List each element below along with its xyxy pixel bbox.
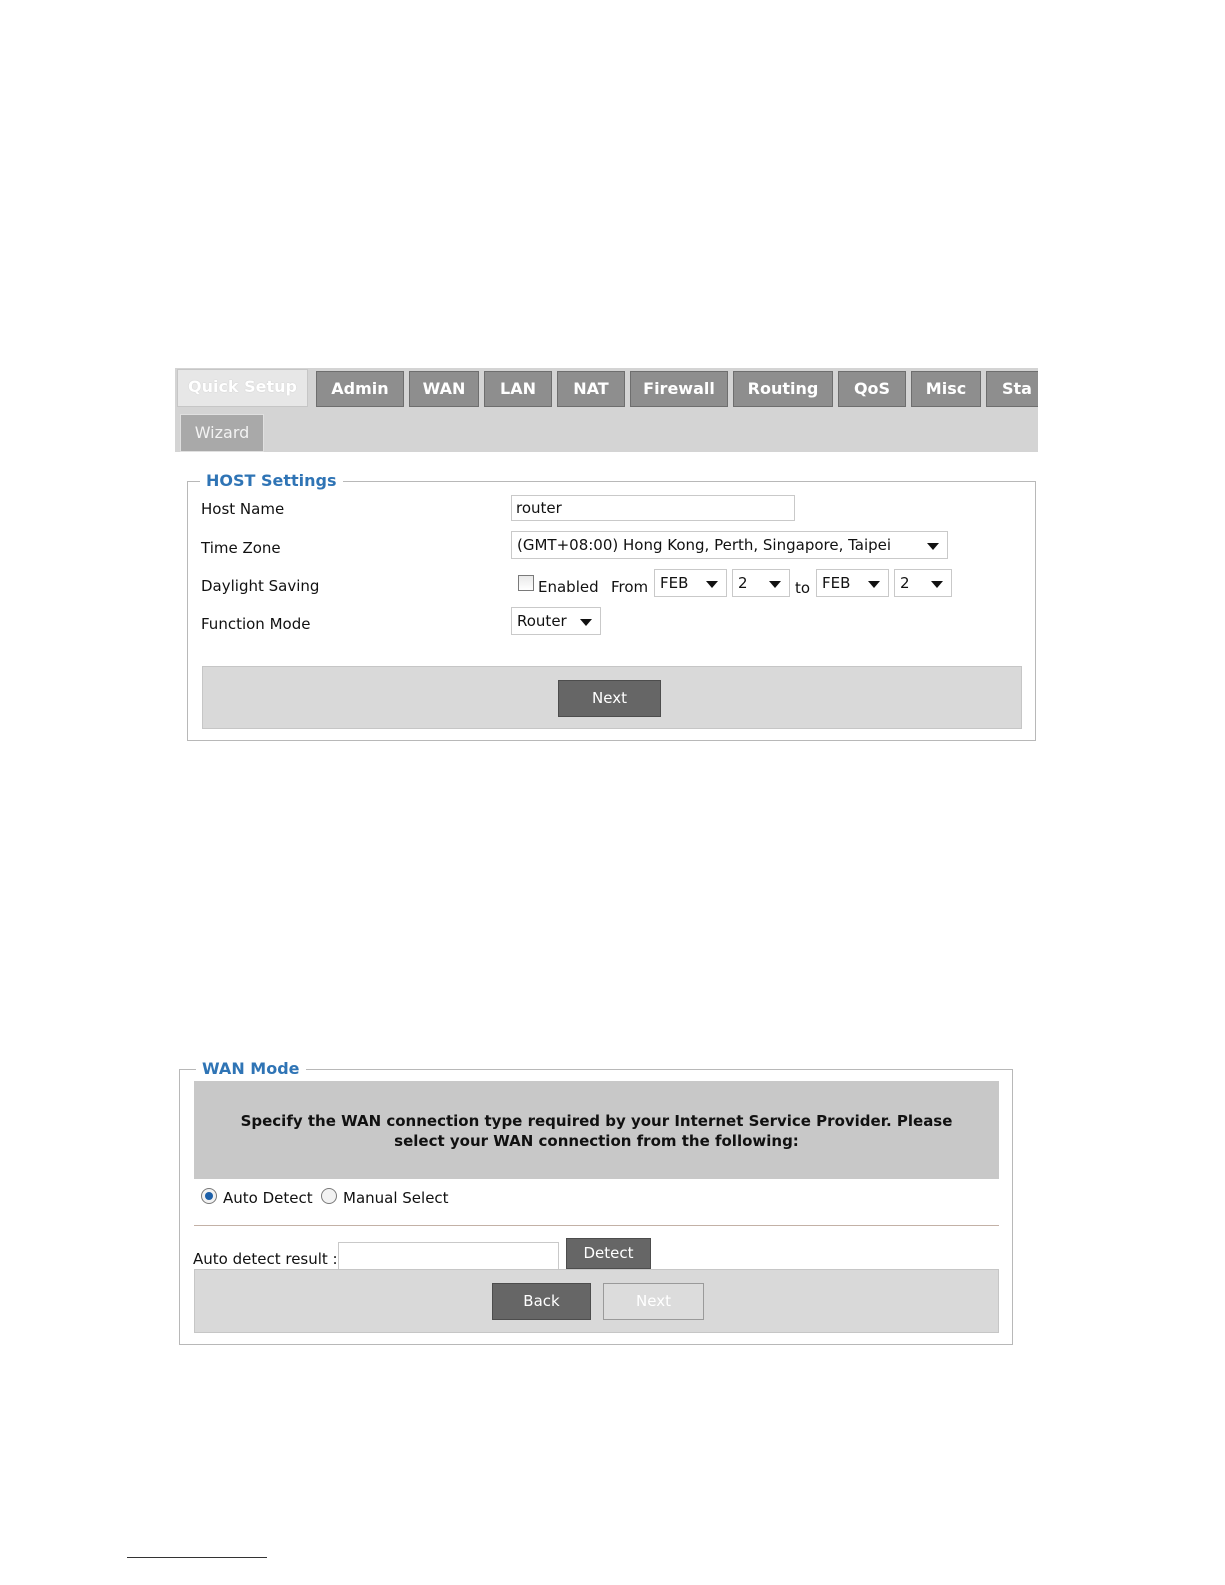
to-month-value: FEB (822, 574, 851, 592)
chevron-down-icon (868, 581, 880, 588)
to-label: to (795, 579, 811, 597)
from-month-select[interactable] (654, 569, 727, 597)
wan-instructions-banner (194, 1081, 999, 1179)
time-zone-select[interactable] (511, 531, 948, 559)
daylight-saving-label: Daylight Saving (201, 577, 320, 595)
tab-nat[interactable]: NAT (557, 371, 625, 407)
chevron-down-icon (706, 581, 718, 588)
chevron-down-icon (927, 543, 939, 550)
daylight-enabled-checkbox[interactable] (518, 575, 534, 591)
banner-line-2: select your WAN connection from the following: (394, 1132, 799, 1150)
auto-detect-result-input[interactable] (338, 1242, 559, 1270)
host-settings-fieldset (187, 471, 1036, 741)
tab-quick-setup[interactable] (177, 369, 308, 407)
manual-select-radio[interactable] (321, 1188, 337, 1204)
wan-button-row (194, 1269, 999, 1333)
tab-firewall[interactable]: Firewall (630, 371, 728, 407)
detect-button[interactable]: Detect (566, 1238, 651, 1269)
to-week-select[interactable] (894, 569, 952, 597)
subtab-wizard[interactable]: Wizard (180, 414, 264, 452)
function-mode-label: Function Mode (201, 615, 311, 633)
footnote-separator (127, 1557, 267, 1558)
host-name-input[interactable]: router (511, 495, 795, 521)
wan-divider (194, 1225, 999, 1226)
to-month-select[interactable] (816, 569, 889, 597)
host-button-row (202, 666, 1022, 729)
tab-routing[interactable]: Routing (733, 371, 833, 407)
tab-label: Quick Setup (187, 377, 298, 396)
auto-detect-radio[interactable] (201, 1188, 217, 1204)
enabled-label: Enabled (538, 578, 599, 596)
wan-back-button[interactable]: Back (492, 1283, 591, 1320)
from-month-value: FEB (660, 574, 689, 592)
from-week-value: 2 (738, 574, 748, 592)
host-settings-legend: HOST Settings (200, 471, 343, 491)
tab-status[interactable]: Sta (986, 371, 1038, 407)
from-week-select[interactable] (732, 569, 790, 597)
host-next-button[interactable]: Next (558, 680, 661, 717)
top-tab-bar (175, 368, 1038, 452)
auto-detect-label: Auto Detect (223, 1189, 313, 1207)
tab-misc[interactable]: Misc (911, 371, 981, 407)
function-mode-value: Router (517, 612, 567, 630)
chevron-down-icon (931, 581, 943, 588)
chevron-down-icon (580, 619, 592, 626)
wan-mode-fieldset (179, 1059, 1013, 1345)
time-zone-label: Time Zone (201, 539, 281, 557)
from-label: From (611, 578, 649, 596)
tab-lan[interactable]: LAN (484, 371, 552, 407)
host-name-label: Host Name (201, 500, 285, 518)
manual-select-label: Manual Select (343, 1189, 449, 1207)
wan-next-button[interactable]: Next (603, 1283, 704, 1320)
tab-admin[interactable]: Admin (316, 371, 404, 407)
banner-line-1: Specify the WAN connection type required by your Internet Service Provider. Please (240, 1112, 953, 1130)
time-zone-value: (GMT+08:00) Hong Kong, Perth, Singapore, Taipei (517, 536, 892, 554)
wan-mode-legend: WAN Mode (196, 1059, 306, 1079)
auto-detect-result-label: Auto detect result : (193, 1250, 338, 1268)
tab-qos[interactable]: QoS (838, 371, 906, 407)
to-week-value: 2 (900, 574, 910, 592)
function-mode-select[interactable] (511, 607, 601, 635)
chevron-down-icon (769, 581, 781, 588)
tab-wan[interactable]: WAN (409, 371, 479, 407)
